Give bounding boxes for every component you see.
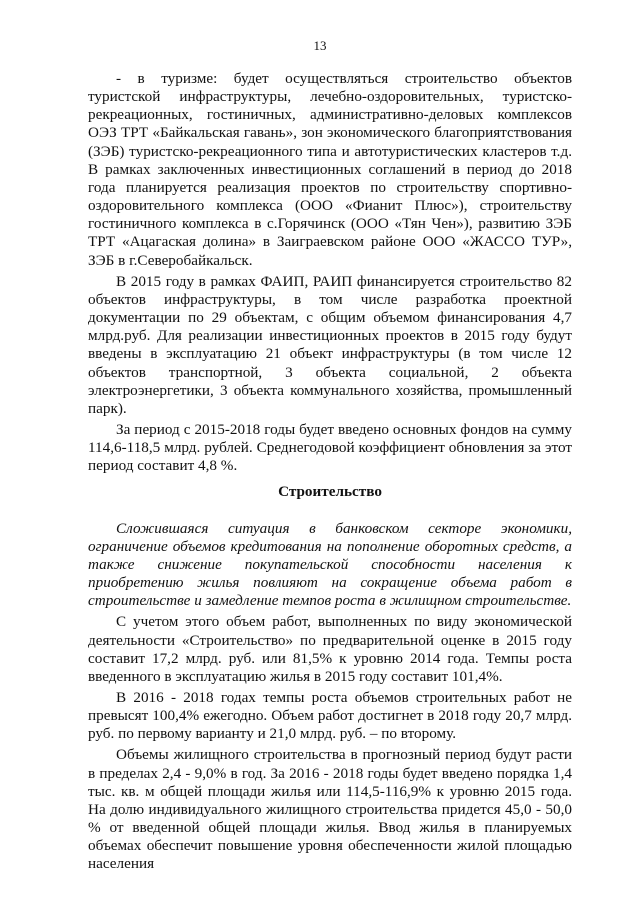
paragraph-growth-rates: В 2016 - 2018 годах темпы роста объемов строительных работ не превысят 100,4% ежегодно. Объем работ достигнет в 2018 году 20,7 млрд. руб. по первому варианту и 21,0 млрд. руб. – по второму. [88,689,572,743]
paragraph-faip: В 2015 году в рамках ФАИП, РАИП финансируется строительство 82 объектов инфраструктуры, в том числе разработка проектной документации по 29 объектам, с общим объемом финансирования 4,7 млрд.руб. Для реализации инвестиционных проектов в 2015 году будут введены в эксплуатацию 21 объект инфраструктуры (в том числе 12 объектов транспортной, 3 объекта социальной, 2 объекта электроэнергетики, 3 объекта коммунального хозяйства, промышленный парк). [88,272,572,417]
section-title-construction: Строительство [278,483,382,501]
document-body [88,70,572,874]
page-number: 13 [313,38,327,53]
paragraph-housing: Объемы жилищного строительства в прогнозный период будут расти в пределах 2,4 - 9,0% в год. За 2016 - 2018 годы будет введено порядка 1,4 тыс. кв. м общей площади жилья или 114,5-116,9% к уровню 2015 года. На долю индивидуального жилищного строительства придется 45,0 - 50,0 % от введенной общей площади жилья. Ввод жилья в планируемых объемах обеспечит повышение уровня обеспеченности жилой площадью населения [88,746,572,873]
paragraph-tourism: - в туризме: будет осуществляться строительство объектов туристской инфраструктуры, лечебно-оздоровительных, туристско-рекреационных, гостиничных, административно-деловых комплексов ОЭЗ ТРТ «Байкальская гавань», зон экономического благоприятствования (ЗЭБ) туристско-рекреационного типа и автотуристических кластеров т.д. В рамках заключенных инвестиционных соглашений в период до 2018 года планируется реализация проектов по строительству спортивно-оздоровительного комплекса (ООО «Фианит Плюс»), строительству гостиничного комплекса в с.Горячинск (ООО «Тян Чен»), развитию ЗЭБ ТРТ «Ацагаская долина» в Заиграевском районе ООО «ЖАССО ТУР», ЗЭБ в г.Северобайкальск. [88,70,572,269]
paragraph-banking-situation: Сложившаяся ситуация в банковском секторе экономики, ограничение объемов кредитования на пополнение оборотных средств, а также снижение покупательской способности населения к приобретению жилья повлияют на сокращение объема работ в строительстве и замедление темпов роста в жилищном строительстве. [88,519,572,610]
paragraph-fixed-assets: За период с 2015-2018 годы будет введено основных фондов на сумму 114,6-118,5 млрд. рублей. Среднегодовой коэффициент обновления за этот период составит 4,8 %. [88,420,572,475]
paragraph-construction-volume: С учетом этого объем работ, выполненных по виду экономической деятельности «Строительство» по предварительной оценке в 2015 году составит 17,2 млрд. руб. или 81,5% к уровню 2014 года. Темпы роста введенного в эксплуатацию жилья в 2015 году составит 101,4%. [88,613,572,685]
